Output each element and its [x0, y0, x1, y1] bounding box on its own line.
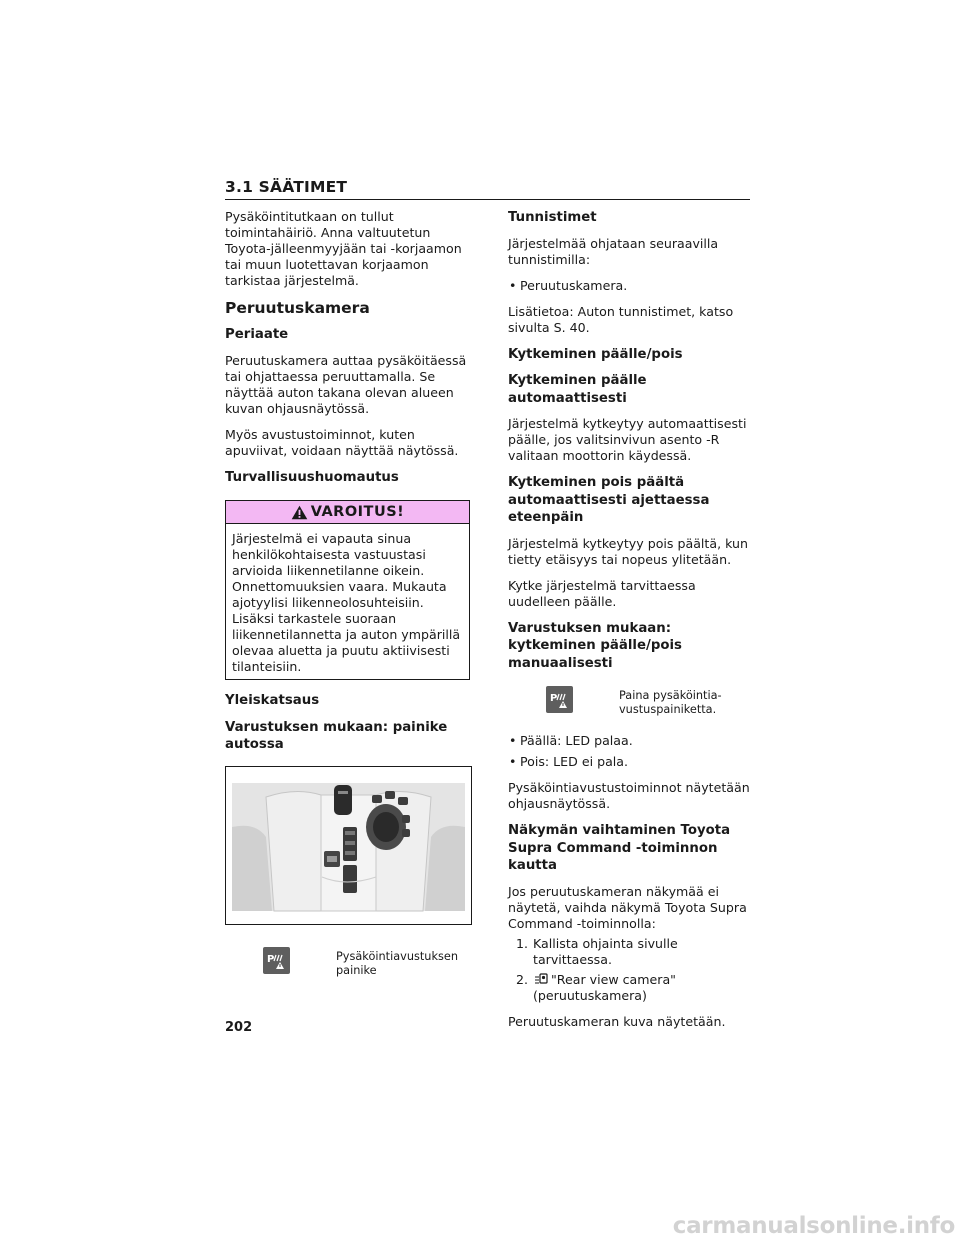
shown-text: Pysäköintiavustustoiminnot näytetään ohjausnäytössä.: [508, 780, 750, 811]
parking-assist-icon: [263, 947, 290, 974]
manual-button-caption: Paina pysäköintia-vustuspainiketta.: [619, 689, 722, 716]
section-header: 3.1 SÄÄTIMET: [225, 178, 750, 200]
step-number: 2.: [516, 971, 529, 987]
warning-title: VAROITUS!: [310, 504, 405, 520]
heading-sensors: Tunnistimet: [508, 210, 597, 225]
sensors-text: Järjestelmää ohjataan seuraavilla tunnistimilla:: [508, 235, 719, 267]
warning-triangle-icon: [291, 505, 308, 520]
sensors-more: Lisätietoa: Auton tunnistimet, katso sivulta S. 40.: [508, 303, 734, 335]
heading-auto-on: Kytkeminen päälle automaattisesti: [508, 373, 647, 406]
warning-box: [225, 500, 470, 680]
left-column: [225, 209, 470, 988]
auto-on-text: Järjestelmä kytkeytyy automaattisesti päälle, jos valitsinvivun asento -R valitaan moottorin käydessä.: [508, 416, 747, 463]
list-item: • Pois: LED ei pala.: [508, 754, 753, 770]
heading-auto-off: Kytkeminen pois päältä automaattisesti ajettaessa eteenpäin: [508, 475, 710, 525]
right-column: [508, 209, 753, 1040]
heading-onoff: Kytkeminen päälle/pois: [508, 346, 683, 362]
auto-off-text: Järjestelmä kytkeytyy pois päältä, kun tietty etäisyys tai nopeus ylitetään.: [508, 535, 748, 567]
heading-principle: Periaate: [225, 327, 289, 342]
assist-text: Myös avustustoiminnot, kuten apuviivat, voidaan näyttää näytössä.: [225, 426, 459, 458]
heading-button: Varustuksen mukaan: painike autossa: [225, 719, 448, 752]
watermark: carmanualsonline.info: [672, 1213, 955, 1239]
page-number: 202: [225, 1020, 253, 1035]
parking-button-legend: [263, 947, 470, 978]
led-list: [508, 733, 753, 770]
heading-safety: Turvallisuushuomautus: [225, 469, 399, 485]
step-text: "Rear view camera" (peruutuskamera): [533, 971, 676, 1003]
heading-manual: Varustuksen mukaan: kytkeminen päälle/pois manuaalisesti: [508, 620, 682, 671]
svg-text:P: P: [550, 693, 558, 704]
warning-header: [226, 501, 469, 524]
heading-camera: Peruutuskamera: [225, 299, 370, 317]
list-item: • Peruutuskamera.: [508, 278, 753, 294]
sensors-list: [508, 278, 753, 294]
heading-overview: Yleiskatsaus: [225, 693, 320, 708]
step-text: Kallista ohjainta sivulle tarvittaessa.: [533, 935, 678, 967]
parking-button-caption: Pysäköintiavustuksen painike: [336, 949, 459, 977]
rear-camera-icon: [533, 973, 549, 987]
warning-text: Järjestelmä ei vapauta sinua henkilökohtaisesta vastuustasi arvioida liikennetilanne oikein. Onnettomuuksien vaara. Mukauta ajotyylisi liikenneolosuhteisiin. Lisäksi tarkastele suoraan liikennetilannetta ja auton ympärillä olevaa aluetta ja puutu aktiivisesti tilanteisiin.: [232, 531, 461, 674]
reactivate-text: Kytke järjestelmä tarvittaessa uudelleen päälle.: [508, 577, 696, 609]
intro-text: Pysäköintitutkaan on tullut toimintahäiriö. Anna valtuutetun Toyota-jälleenmyyjään tai -korjaamon tai muun luotettavan korjaamon tarkistaa järjestelmä.: [225, 209, 462, 288]
principle-text: Peruutuskamera auttaa pysäköitäessä tai ohjattaessa peruuttamalla. Se näyttää auton takana olevan alueen kuvan ohjausnäytössä.: [225, 352, 467, 416]
change-text: Jos peruutuskameran näkymää ei näytetä, vaihda näkymä Toyota Supra Command -toiminnolla:: [508, 883, 747, 931]
steps-list: [508, 936, 753, 1004]
console-photo: [225, 766, 472, 925]
result-text: Peruutuskameran kuva näytetään.: [508, 1013, 726, 1029]
svg-text:P: P: [267, 953, 275, 965]
manual-button-legend: [546, 686, 753, 717]
step-number: 1.: [516, 935, 529, 951]
list-item: • Päällä: LED palaa.: [508, 733, 753, 749]
heading-change: Näkymän vaihtaminen Toyota Supra Command -toiminnon kautta: [508, 823, 731, 873]
center-console-image: [226, 767, 471, 924]
list-item: [516, 936, 753, 968]
list-item: [516, 972, 753, 1004]
parking-assist-icon: [546, 686, 573, 713]
